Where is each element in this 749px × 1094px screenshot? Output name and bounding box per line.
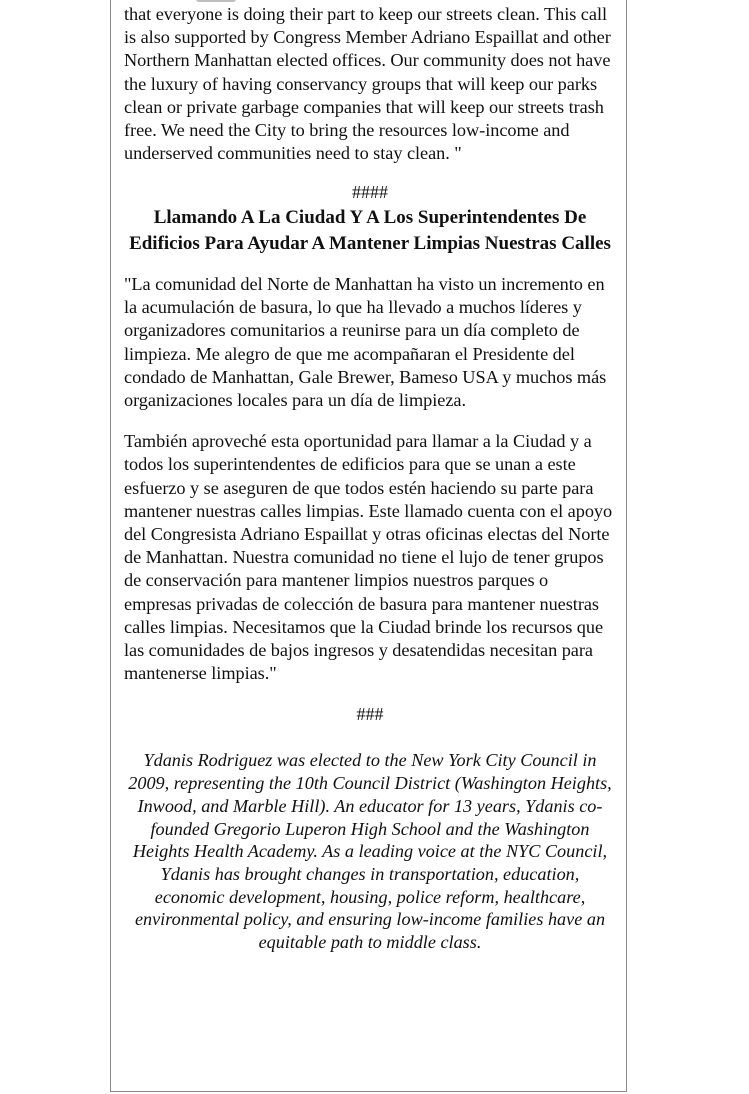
press-release-body [124,3,616,954]
section-separator-hashes: #### [352,182,388,203]
end-separator-hashes: ### [356,704,384,725]
author-bio: Ydanis Rodriguez was elected to the New York City Council in 2009, representing the 10th Council District (Washington Heights, Inwood, and Marble Hill). An educator for 13 years, Ydanis co-founded Gregorio Luperon High School and the Washington Heights Health Academy. As a leading voice at the NYC Council, Ydanis has brought changes in transportation, education, economic development, housing, police reform, healthcare, environmental policy, and ensuring low-income families have an equitable path to middle class. [128,750,612,953]
spanish-headline: Llamando A La Ciudad Y A Los Superintendentes De Edificios Para Ayudar A Mantener Limpias Nuestras Calles [129,207,611,255]
english-closing-paragraph: that everyone is doing their part to keep our streets clean. This call is also supported by Congress Member Adriano Espaillat and other Northern Manhattan elected offices. Our community does not have the luxury of having conservancy groups that will keep our parks clean or private garbage companies that will keep our streets trash free. We need the City to bring the resources low-income and underserved communities need to stay clean. " [124,4,611,164]
cropped-header-fragment [196,0,236,2]
spanish-paragraph-1: "La comunidad del Norte de Manhattan ha visto un incremento en la acumulación de basura, lo que ha llevado a muchos líderes y organizadores comunitarios a reunirse para un día completo de limpieza. Me alegro de que me acompañaran el Presidente del condado de Manhattan, Gale Brewer, Bameso USA y muchos más organizaciones locales para un día de limpieza. [124,274,607,411]
spanish-paragraph-2: También aproveché esta oportunidad para llamar a la Ciudad y a todos los superintendentes de edificios para que se unan a este esfuerzo y se aseguren de que todos estén haciendo su parte para mantener nuestras calles limpias. Este llamado cuenta con el apoyo del Congresista Adriano Espaillat y otras oficinas electas del Norte de Manhattan. Nuestra comunidad no tiene el lujo de tener grupos de conservación para mantener limpios nuestros parques o empresas privadas de colección de basura para mantener nuestras calles limpias. Necesitamos que la Ciudad brinde los recursos que las comunidades de bajos ingresos y desatendidas necesitan para mantenerse limpias." [124,431,613,684]
